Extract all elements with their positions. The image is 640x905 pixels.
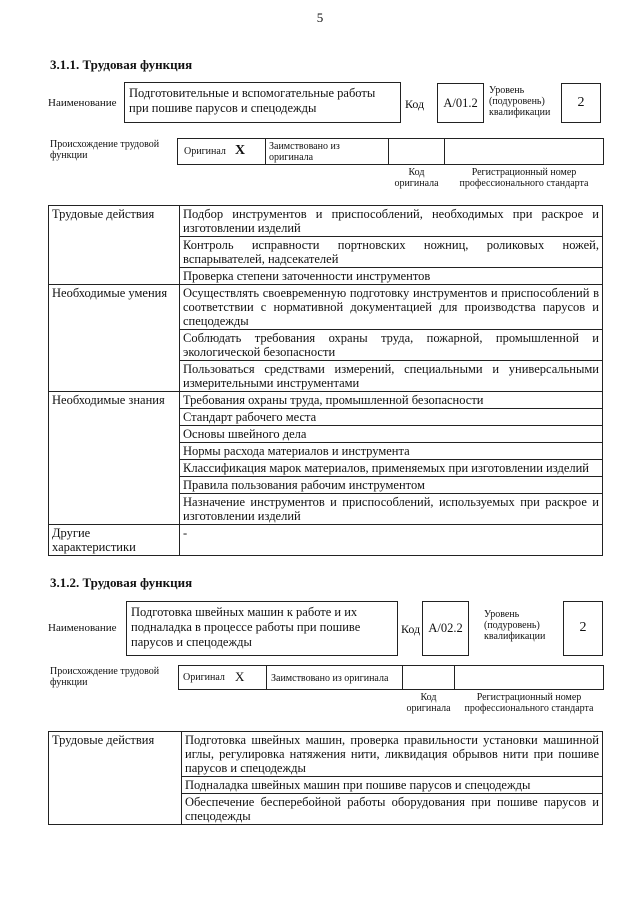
origin-label: Происхождение трудовой функции xyxy=(50,666,160,688)
function-name-line: подналадка в процессе работы при пошиве xyxy=(131,620,361,634)
table-row xyxy=(49,206,603,237)
reg-number-cell xyxy=(444,138,604,165)
borrowed-label: Заимствовано из оригинала xyxy=(271,673,389,684)
code-original-cell xyxy=(388,138,445,165)
row-item: Классификация марок материалов, применяемых при изготовлении изделий xyxy=(180,460,603,477)
row-item: Правила пользования рабочим инструментом xyxy=(180,477,603,494)
function-name-box xyxy=(126,601,398,656)
row-item: Основы швейного дела xyxy=(180,426,603,443)
borrowed-cell xyxy=(265,138,389,165)
original-mark: X xyxy=(235,143,246,158)
row-item: Пользоваться средствами измерений, специальными и универсальными измерительными инструментами xyxy=(180,361,603,392)
original-label: Оригинал xyxy=(183,672,225,683)
original-label: Оригинал xyxy=(184,146,226,157)
row-item: Подготовка швейных машин, проверка правильности установки машинной иглы, регулировка натяжения нити, ликвидация обрывов нити при пошиве парусов и спецодежды xyxy=(182,732,603,777)
table-row xyxy=(49,392,603,409)
section-title: 3.1.2. Трудовая функция xyxy=(50,575,193,590)
row-label: Необходимые умения xyxy=(49,285,180,392)
function-name-line: Подготовительные и вспомогательные работы xyxy=(129,86,376,100)
code-label: Код xyxy=(401,622,421,636)
row-item: Требования охраны труда, промышленной безопасности xyxy=(180,392,603,409)
original-cell xyxy=(178,665,267,690)
reg-number-caption: Регистрационный номер профессионального стандарта xyxy=(459,167,589,189)
row-label: Трудовые действия xyxy=(49,206,180,285)
row-item: Подналадка швейных машин при пошиве парусов и спецодежды xyxy=(182,777,603,794)
code-label: Код xyxy=(405,97,425,111)
row-item: Осуществлять своевременную подготовку инструментов и приспособлений в соответствии с нормативной документацией для производства парусов и спецодежды xyxy=(180,285,603,330)
level-value: 2 xyxy=(579,620,587,635)
function-table-2 xyxy=(48,731,603,825)
section-title: 3.1.1. Трудовая функция xyxy=(50,57,193,72)
table-row xyxy=(49,525,603,556)
level-box xyxy=(561,83,601,123)
code-value: A/01.2 xyxy=(443,96,478,110)
borrowed-label: Заимствовано из xyxy=(269,141,340,152)
original-cell xyxy=(177,138,266,165)
original-mark: X xyxy=(235,669,245,684)
row-label: Необходимые знания xyxy=(49,392,180,525)
borrowed-label: оригинала xyxy=(269,152,314,163)
code-box xyxy=(422,601,469,656)
row-item: Проверка степени заточенности инструментов xyxy=(180,268,603,285)
code-original-caption: Код оригинала xyxy=(406,692,451,714)
function-name-line: Подготовка швейных машин к работе и их xyxy=(131,605,358,619)
row-item: Нормы расхода материалов и инструмента xyxy=(180,443,603,460)
reg-number-cell xyxy=(454,665,604,690)
function-table-1 xyxy=(48,205,603,556)
level-label: Уровень (подуровень) квалификации xyxy=(484,609,546,642)
function-name-line: парусов и спецодежды xyxy=(131,635,252,649)
page-number: 5 xyxy=(316,10,324,25)
borrowed-cell xyxy=(266,665,403,690)
row-label: Трудовые действия xyxy=(49,732,182,825)
row-item: Обеспечение бесперебойной работы оборудования при пошиве парусов и спецодежды xyxy=(182,794,603,825)
name-label: Наименование xyxy=(48,97,117,109)
level-value: 2 xyxy=(577,95,585,110)
function-name-line: при пошиве парусов и спецодежды xyxy=(129,101,317,115)
name-label: Наименование xyxy=(48,622,117,634)
row-item: - xyxy=(180,525,603,556)
reg-number-caption: Регистрационный номер профессионального стандарта xyxy=(464,692,594,714)
row-label: Другие характеристики xyxy=(49,525,180,556)
code-box xyxy=(437,83,484,123)
row-item: Стандарт рабочего места xyxy=(180,409,603,426)
code-original-caption: Код оригинала xyxy=(394,167,439,189)
level-label: Уровень (подуровень) квалификации xyxy=(489,85,551,118)
row-item: Назначение инструментов и приспособлений, используемых при раскрое и изготовлении изделий xyxy=(180,494,603,525)
table-row xyxy=(49,285,603,330)
row-item: Подбор инструментов и приспособлений, необходимых при раскрое и изготовлении изделий xyxy=(180,206,603,237)
origin-label: Происхождение трудовой функции xyxy=(50,139,160,161)
level-box xyxy=(563,601,603,656)
row-item: Соблюдать требования охраны труда, пожарной, промышленной и экологической безопасности xyxy=(180,330,603,361)
table-row xyxy=(49,732,603,777)
code-original-cell xyxy=(402,665,455,690)
code-value: A/02.2 xyxy=(428,621,463,635)
function-name-box xyxy=(124,82,401,123)
row-item: Контроль исправности портновских ножниц, роликовых ножей, вспарывателей, надсекателей xyxy=(180,237,603,268)
